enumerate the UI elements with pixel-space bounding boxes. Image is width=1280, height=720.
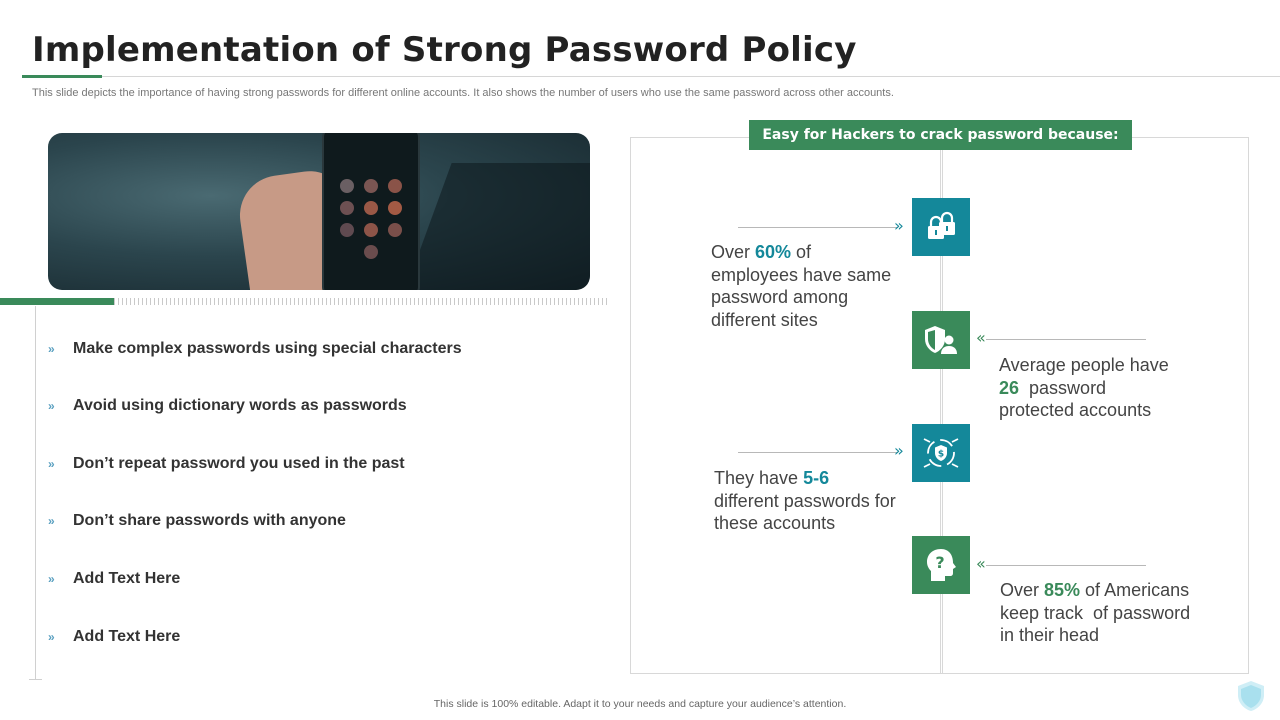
double-arrow-left-icon: «: [976, 554, 986, 573]
chevron-right-icon: »: [48, 514, 55, 528]
security-cycle-icon: [921, 433, 961, 473]
chevron-right-icon: »: [48, 342, 55, 356]
security-cycle-icon-box: [912, 424, 970, 482]
head-question-icon-box: [912, 536, 970, 594]
chevron-right-icon: »: [48, 572, 55, 586]
stat-85-percent: Over 85% of Americans keep track of password in their head: [1000, 580, 1191, 645]
chevron-right-icon: »: [48, 630, 55, 644]
slide-subtitle: This slide depicts the importance of having strong passwords for different online accounts. It also shows the number of users who use the same password across other accounts.: [32, 87, 894, 99]
slide-title: Implementation of Strong Password Policy: [32, 30, 857, 70]
double-arrow-right-icon: »: [894, 216, 904, 235]
bullet-item: [48, 570, 180, 588]
bullet-item: [48, 340, 462, 358]
svg-text:$: $: [937, 449, 945, 460]
connector-line: [738, 452, 898, 453]
bullet-item: [48, 397, 407, 415]
bullet-timeline-end: [29, 679, 42, 680]
bullet-item: [48, 512, 346, 530]
double-arrow-left-icon: «: [976, 328, 986, 347]
stat-highlight: 85%: [1044, 580, 1081, 600]
section-divider-hatch: [114, 298, 610, 305]
photo-phone: [322, 133, 420, 290]
chevron-right-icon: »: [48, 457, 55, 471]
stat-highlight: 60%: [755, 242, 792, 262]
head-question-icon: [923, 546, 959, 584]
slide-footer: This slide is 100% editable. Adapt it to your needs and capture your audience’s attention.: [433, 698, 847, 710]
connector-line: [986, 565, 1146, 566]
bullet-text: Don’t repeat password you used in the past: [73, 455, 405, 472]
padlocks-icon: [923, 209, 959, 245]
bullet-text: Avoid using dictionary words as passwords: [73, 397, 407, 414]
stat-26-accounts: Average people have 26 password protected accounts: [999, 355, 1169, 420]
connector-line: [986, 339, 1146, 340]
stat-highlight: 5-6: [803, 468, 830, 488]
bullet-item: [48, 455, 405, 473]
bullet-text: Don’t share passwords with anyone: [73, 512, 346, 529]
shield-user-icon-box: [912, 311, 970, 369]
shield-logo-icon: [1236, 680, 1266, 717]
section-divider-accent: [0, 298, 114, 305]
connector-line: [738, 227, 898, 228]
svg-text:?: ?: [935, 553, 945, 572]
bullet-text: Add Text Here: [73, 628, 181, 645]
photo-shadow: [404, 163, 590, 290]
shield-user-icon: [922, 321, 960, 359]
bullet-item: [48, 628, 180, 646]
padlocks-icon-box: [912, 198, 970, 256]
stat-60-percent: Over 60% of employees have same password among different sites: [711, 242, 892, 330]
title-accent-bar: [22, 75, 102, 78]
title-underline: [22, 76, 1280, 77]
stat-highlight: 26: [999, 377, 1020, 398]
stat-5-6-passwords: They have 5-6 different passwords for these accounts: [714, 468, 896, 533]
phone-keypad-photo: [48, 133, 590, 290]
bullet-text: Add Text Here: [73, 570, 181, 587]
bullet-text: Make complex passwords using special characters: [73, 340, 462, 357]
panel-banner: Easy for Hackers to crack password because:: [749, 120, 1132, 150]
bullet-timeline: [35, 306, 36, 680]
double-arrow-right-icon: »: [894, 441, 904, 460]
chevron-right-icon: »: [48, 399, 55, 413]
